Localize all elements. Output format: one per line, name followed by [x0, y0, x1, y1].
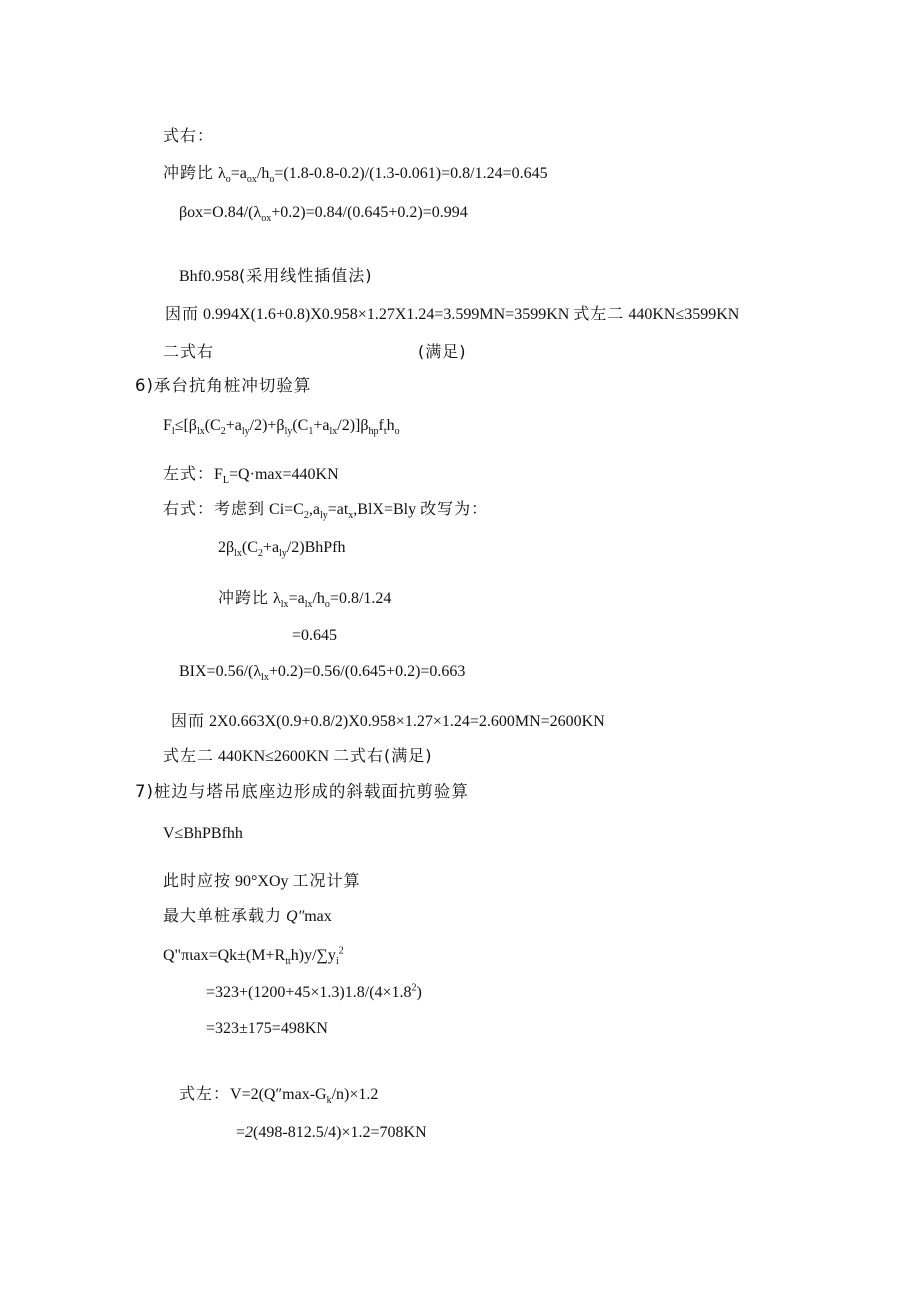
formula-line: 因而 2X0.663X(0.9+0.8/2)X0.958×1.27×1.24=2.600MN=2600KN [171, 711, 605, 730]
formula-line: 右式：考虑到 $Ci=C_2,a_{ly}=at_x,BlX=Bly$ 改写为： [163, 499, 489, 522]
formula-line: $=323+(1200+45\times 1.3)1.8/(4\times 1.8^2)$ [206, 982, 422, 1001]
formula-line: =2(498-812.5/4)×1.2=708KN [236, 1124, 427, 1141]
formula-line: 式左：$V=2(Q''\max-G_k/n)\times 1.2$ [179, 1084, 379, 1107]
formula-line: 最大单桩承载力 Q″max [163, 906, 332, 925]
formula-line: $F_l\le[\beta_{lx}(C_2+a_{ly}/2)+\beta_{ly}(C_1+a_{lx}/2)]\beta_{hp}f_th_o$ [163, 417, 400, 438]
formula-line: $\beta ox=O.84/(\lambda_{ox}+0.2)=0.84/(0.645+0.2)=0.994$ [179, 204, 468, 225]
formula-line: 此时应按 90°XOy 工况计算 [163, 871, 361, 890]
formula-line: $Q"\pi\iota ax=Qk\pm(M+R_{tt}h)y/\sum y_i^2$ [163, 945, 344, 968]
formula-line: Bhf0.958(采用线性插值法) [179, 266, 373, 285]
formula-line: =323±175=498KN [206, 1020, 328, 1037]
section-heading: 7)桩边与塔吊底座边形成的斜载面抗剪验算 [135, 782, 469, 801]
formula-line: 因而 0.994X(1.6+0.8)X0.958×1.27X1.24=3.599MN=3599KN 式左二 440KN≤3599KN [165, 304, 740, 323]
formula-line: $2\beta_{lx}(C_2+a_{ly}/2)BhPfh$ [218, 539, 346, 560]
formula-line: V≤BhPBfhh [163, 825, 243, 842]
section-heading: 6)承台抗角桩冲切验算 [135, 376, 312, 395]
formula-line: 左式：$F_L=Q\cdot\max=440KN$ [163, 464, 339, 487]
formula-line: 式左二 440KN≤2600KN 二式右(满足) [163, 746, 433, 765]
formula-line: =0.645 [292, 627, 338, 644]
text-line: (满足) [418, 342, 467, 361]
formula-line: 冲跨比 $\lambda_{lx}=a_{lx}/h_o=0.8/1.24$ [218, 588, 392, 611]
text-line: 二式右 [163, 342, 215, 361]
formula-line: $BIX=0.56/(\lambda_{lx}+0.2)=0.56/(0.645+0.2)=0.663$ [179, 663, 466, 684]
text-line: 式右： [163, 126, 215, 145]
formula-line: 冲跨比 $\lambda_o=a_{ox}/h_o=(1.8-0.8-0.2)/(1.3-0.061)=0.8/1.24=0.645$ [163, 163, 548, 186]
